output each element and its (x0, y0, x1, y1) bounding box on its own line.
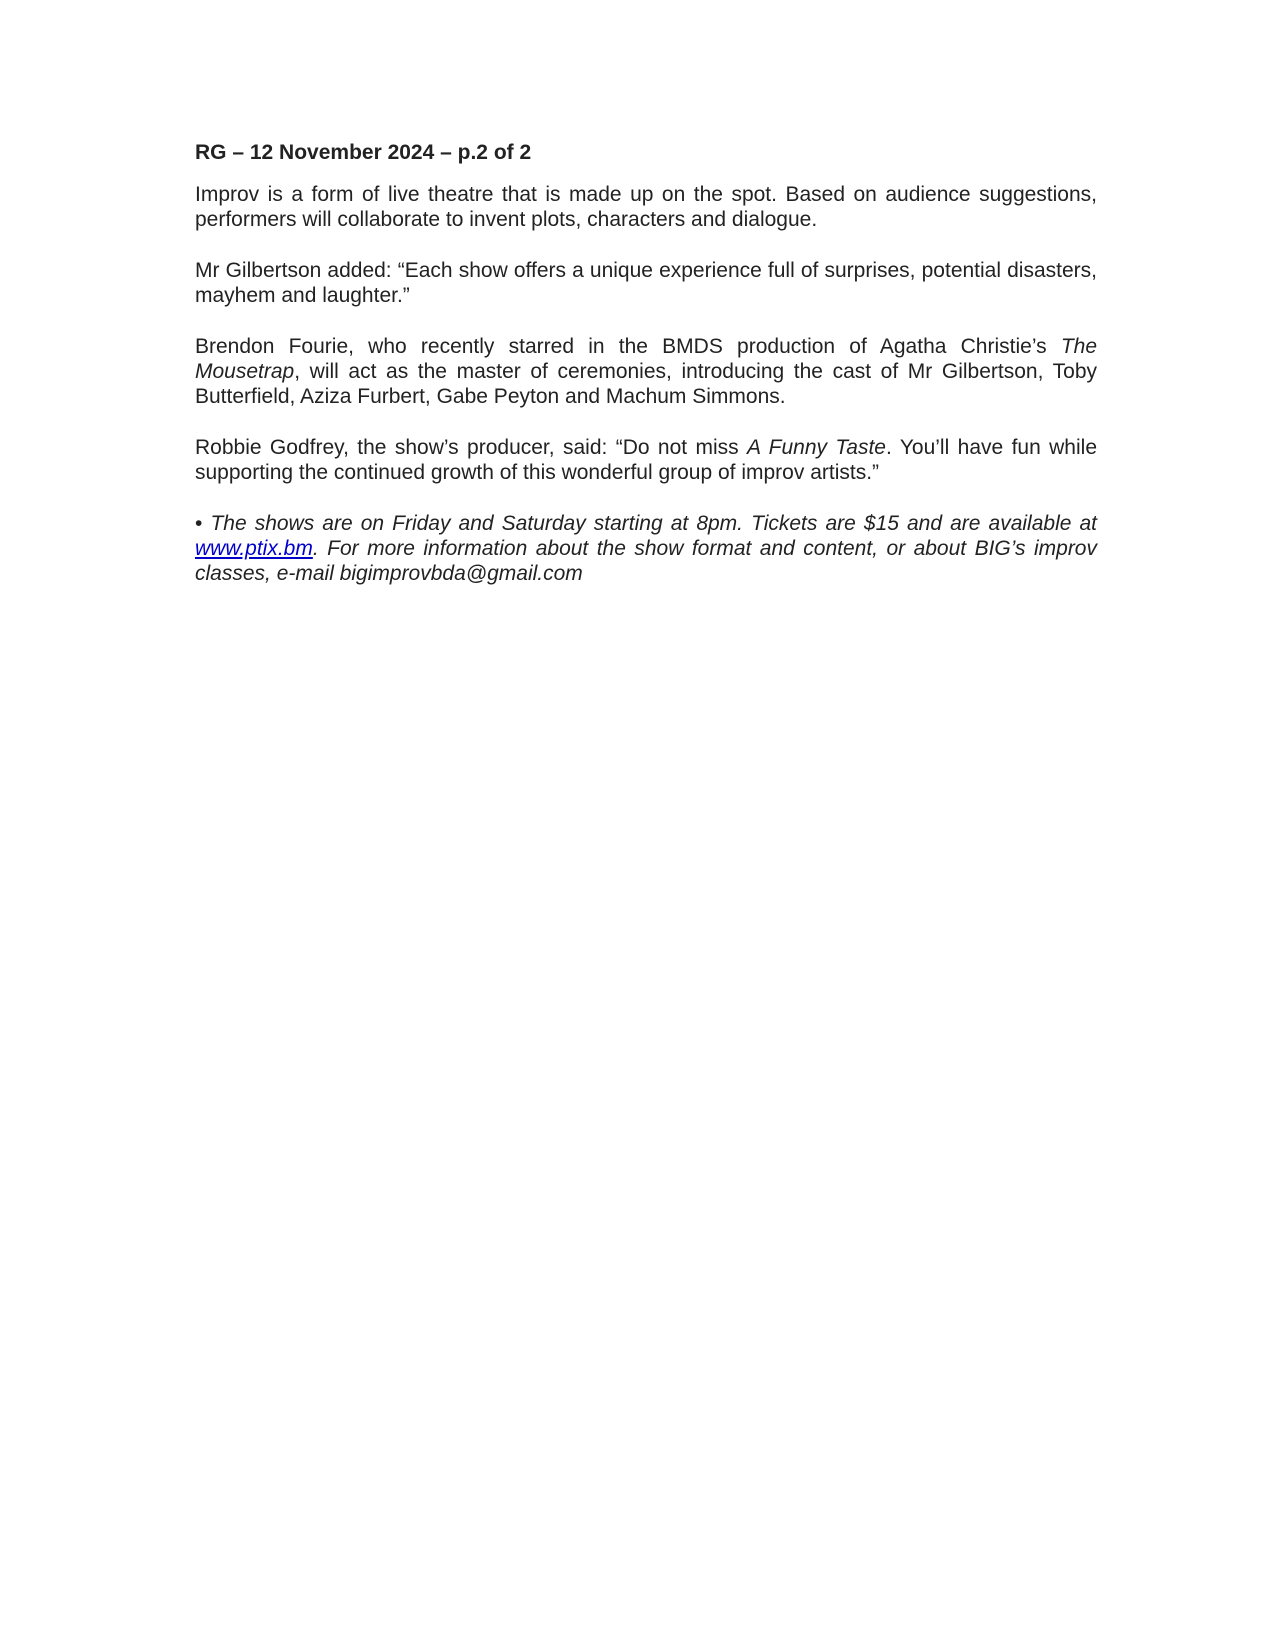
show-title-funny-taste: A Funny Taste (747, 436, 886, 459)
paragraph-producer-quote (195, 435, 1097, 485)
paragraph-cast-text-start: Brendon Fourie, who recently starred in the BMDS production of Agatha Christie’s (195, 335, 1061, 358)
paragraph-cast (195, 334, 1097, 409)
show-info-text-end: . For more information about the show format and content, or about BIG’s improv classes, e-mail bigimprovbda@gmail.com (195, 537, 1097, 585)
paragraph-gilbertson-quote: Mr Gilbertson added: “Each show offers a unique experience full of surprises, potential disasters, mayhem and laughter.” (195, 259, 1097, 307)
paragraph-cast-text-end: , will act as the master of ceremonies, introducing the cast of Mr Gilbertson, Toby Butterfield, Aziza Furbert, Gabe Peyton and Machum Simmons. (195, 360, 1097, 408)
paragraph-producer-text-start: Robbie Godfrey, the show’s producer, said: “Do not miss (195, 436, 748, 459)
paragraph-show-info (195, 511, 1097, 586)
bullet-marker: • (195, 512, 211, 535)
paragraph-improv-definition: Improv is a form of live theatre that is made up on the spot. Based on audience suggestions, performers will collaborate to invent plots, characters and dialogue. (195, 183, 1097, 231)
document-body (195, 140, 1097, 612)
show-info-text-start: The shows are on Friday and Saturday starting at 8pm. Tickets are $15 and are available at (210, 512, 1098, 535)
paragraph-producer-text-end: . You’ll have fun while supporting the continued growth of this wonderful group of improv artists.” (195, 436, 1097, 484)
play-title-mousetrap: The Mousetrap (195, 335, 1097, 383)
tickets-link[interactable]: www.ptix.bm (195, 537, 313, 560)
page-heading: RG – 12 November 2024 – p.2 of 2 (195, 141, 532, 164)
